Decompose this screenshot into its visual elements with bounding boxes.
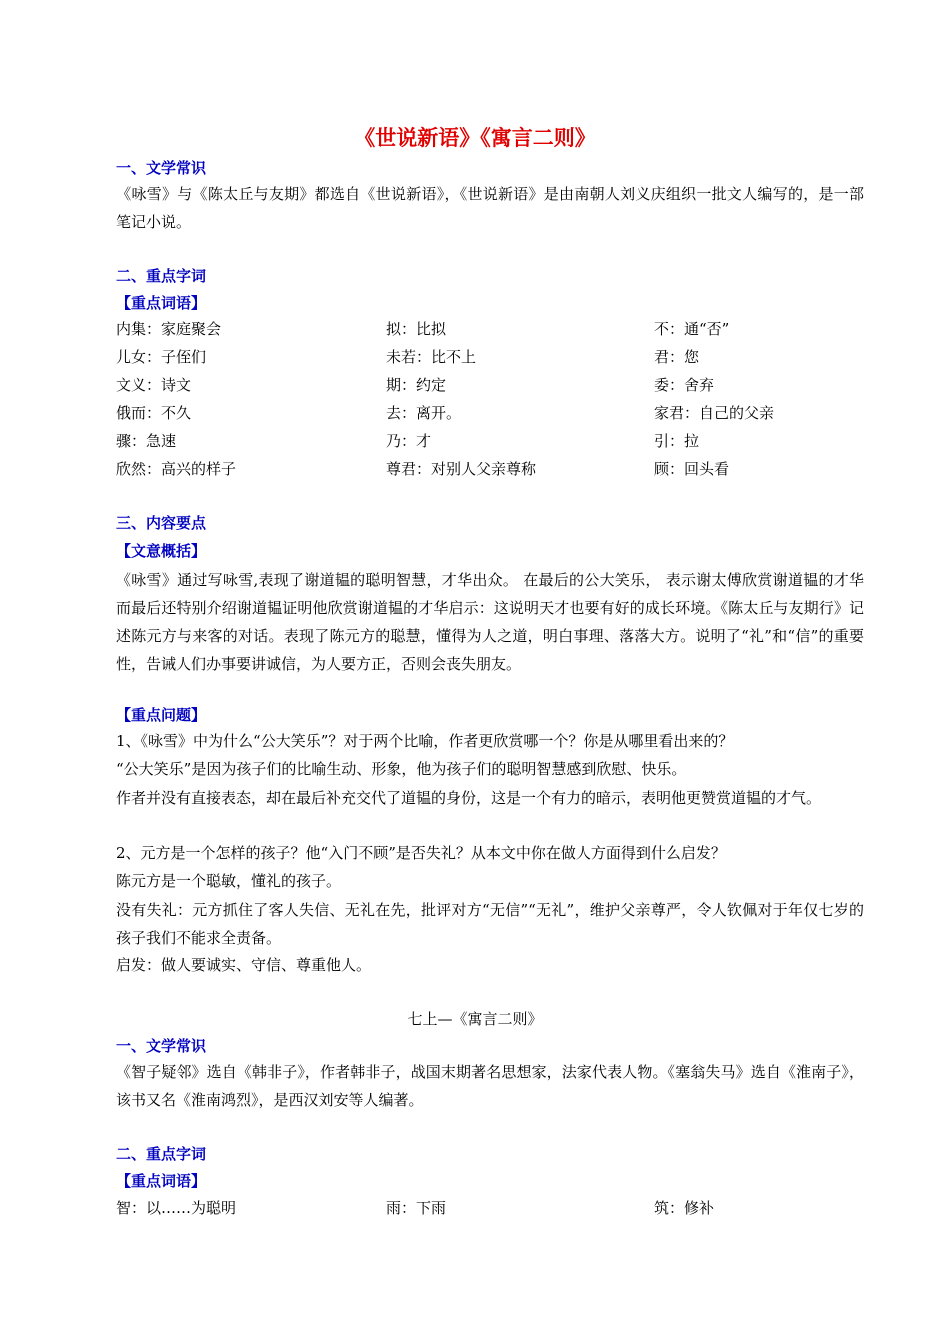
answer-1-line-1: “公大笑乐”是因为孩子们的比喻生动、形象，他为孩子们的聪明智慧感到欣慰、快乐。 [116, 760, 687, 778]
answer-2-line-2: 没有失礼：元方抓住了客人失信、无礼在先，批评对方“无信”“无礼”，维护父亲尊严，令人钦佩对于年仅七岁的孩子我们不能求全责备。 [116, 901, 864, 947]
vocabulary-row [116, 430, 876, 458]
vocabulary-row [116, 402, 876, 430]
subheading-summary: 【文意概括】 [116, 542, 207, 560]
part2-subtitle: 七上—《寓言二则》 [407, 1010, 543, 1028]
part2-literature-paragraph: 《智子疑邻》选自《韩非子》，作者韩非子，战国末期著名思想家，法家代表人物。《塞翁失马》选自《淮南子》，该书又名《淮南鸿烈》，是西汉刘安等人编著。 [116, 1063, 864, 1109]
vocab-item: 内集：家庭聚会 [116, 320, 222, 338]
vocab-item: 骤：急速 [116, 432, 177, 450]
vocabulary-row [116, 318, 876, 346]
vocab-item: 未若：比不上 [386, 348, 477, 366]
section-heading-content: 三、内容要点 [116, 514, 207, 532]
vocabulary-row [116, 1197, 876, 1225]
part2-subheading-vocabulary: 【重点词语】 [116, 1172, 207, 1190]
subheading-vocabulary: 【重点词语】 [116, 294, 207, 312]
answer-1-line-2: 作者并没有直接表态，却在最后补充交代了道韫的身份，这是一个有力的暗示，表明他更赞赏道韫的才气。 [116, 789, 822, 807]
vocab-item: 智：以……为聪明 [116, 1199, 237, 1217]
vocab-item: 欣然：高兴的样子 [116, 460, 237, 478]
vocabulary-row [116, 458, 876, 486]
subheading-key-questions: 【重点问题】 [116, 706, 207, 724]
summary-paragraph: 《咏雪》通过写咏雪,表现了谢道韫的聪明智慧，才华出众。 在最后的公大笑乐， 表示谢太傅欣赏谢道韫的才华 而最后还特别介绍谢道韫证明他欣赏谢道韫的才华启示：这说明天才也要有好的成长环境。《陈太丘与友期行》记述陈元方与来客的对话。表现了陈元方的聪慧，懂得为人之道，明白事理、落落大方。说明了“礼”和“信”的重要性，告诫人们办事要讲诚信，为人要方正，否则会丧失朋友。 [116, 571, 864, 673]
vocab-item: 拟：比拟 [386, 320, 447, 338]
part2-heading-literature: 一、文学常识 [116, 1037, 207, 1055]
vocab-item: 引：拉 [654, 432, 700, 450]
part2-vocabulary-grid [116, 1197, 876, 1225]
vocab-item: 期：约定 [386, 376, 447, 394]
vocab-item: 委：舍弃 [654, 376, 715, 394]
vocab-item: 尊君：对别人父亲尊称 [386, 460, 537, 478]
vocab-item: 顾：回头看 [654, 460, 730, 478]
literature-text: 《咏雪》与《陈太丘与友期》都选自《世说新语》，《世说新语》是由南朝人刘义庆组织一批文人编写的，是一部笔记小说。 [116, 185, 864, 231]
vocabulary-row [116, 374, 876, 402]
vocab-item: 俄而：不久 [116, 404, 192, 422]
vocab-item: 不：通“否” [654, 320, 730, 338]
vocab-item: 文义：诗文 [116, 376, 192, 394]
section-heading-keywords: 二、重点字词 [116, 267, 207, 285]
answer-2-line-1: 陈元方是一个聪敏，懂礼的孩子。 [116, 872, 342, 890]
vocabulary-grid [116, 318, 876, 486]
answer-2-line-3: 启发：做人要诚实、守信、尊重他人。 [116, 956, 372, 974]
literature-paragraph [116, 180, 864, 236]
vocabulary-row [116, 346, 876, 374]
section-heading-literature: 一、文学常识 [116, 159, 207, 177]
vocab-item: 儿女：子侄们 [116, 348, 207, 366]
vocab-item: 家君：自己的父亲 [654, 404, 775, 422]
question-2: 2、元方是一个怎样的孩子？他“入门不顾”是否失礼？从本文中你在做人方面得到什么启发？ [116, 844, 726, 862]
vocab-item: 去：离开。 [386, 404, 462, 422]
question-1: 1、《咏雪》中为什么“公大笑乐”？对于两个比喻，作者更欣赏哪一个？你是从哪里看出来的？ [116, 732, 734, 750]
document-title: 《世说新语》《寓言二则》 [354, 126, 596, 150]
vocab-item: 筑：修补 [654, 1199, 715, 1217]
vocab-item: 乃：才 [386, 432, 432, 450]
part2-heading-keywords: 二、重点字词 [116, 1145, 207, 1163]
vocab-item: 君：您 [654, 348, 700, 366]
vocab-item: 雨：下雨 [386, 1199, 447, 1217]
